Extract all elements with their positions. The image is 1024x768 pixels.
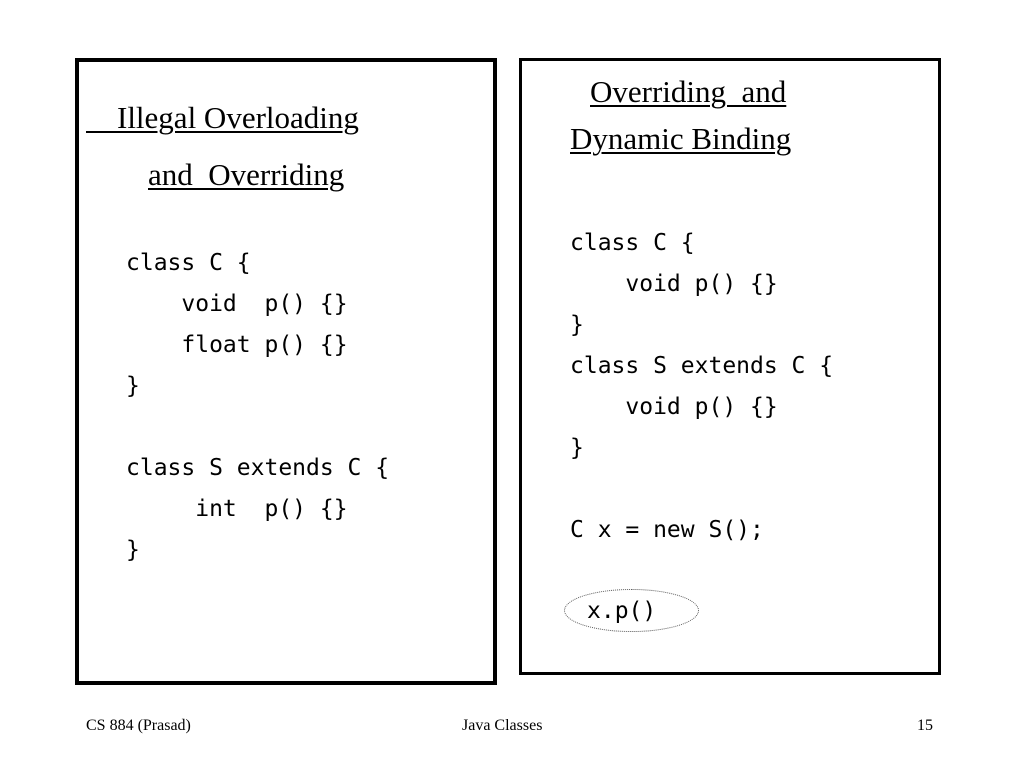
left-code-line: class C {	[126, 250, 251, 276]
footer-page-number: 15	[917, 717, 933, 734]
footer-topic: Java Classes	[462, 717, 543, 734]
left-code-line: int p() {}	[126, 496, 348, 522]
footer-course: CS 884 (Prasad)	[86, 717, 191, 734]
highlighted-call: x.p()	[587, 598, 657, 624]
right-code-line: }	[570, 312, 584, 338]
left-title-line-2: and Overriding	[148, 157, 345, 192]
right-code-line: class S extends C {	[570, 353, 834, 379]
left-title-line-1: Illegal Overloading	[86, 100, 359, 135]
left-code-line: }	[126, 373, 140, 399]
right-code-line: void p() {}	[570, 271, 778, 297]
right-title-line-1: Overriding and	[590, 74, 787, 109]
right-code-line: class C {	[570, 230, 695, 256]
left-code-line: class S extends C {	[126, 455, 390, 481]
left-code-line: float p() {}	[126, 332, 348, 358]
right-code-line: void p() {}	[570, 394, 778, 420]
right-code-line: }	[570, 435, 584, 461]
right-title-line-2: Dynamic Binding	[570, 121, 792, 156]
left-code-line: void p() {}	[126, 291, 348, 317]
right-code-line: C x = new S();	[570, 517, 764, 543]
left-code-line: }	[126, 537, 140, 563]
